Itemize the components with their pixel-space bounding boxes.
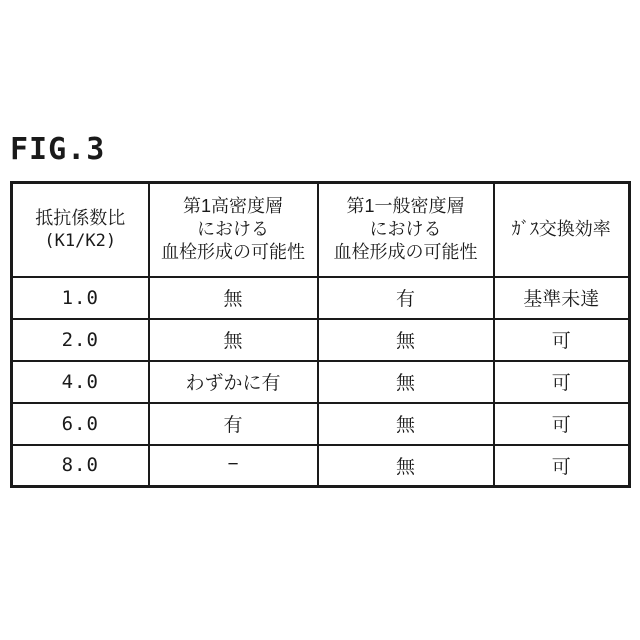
results-table: [10, 181, 631, 488]
cell-k-ratio: 2.0: [12, 319, 149, 361]
cell-general-density: 無: [318, 361, 494, 403]
cell-gas-exchange: 基準未達: [494, 277, 630, 319]
cell-k-ratio: 4.0: [12, 361, 149, 403]
header-line: 第1高密度層: [182, 195, 283, 216]
header-line: 第1一般密度層: [346, 195, 465, 216]
table-row: [12, 403, 630, 445]
cell-high-density: −: [149, 445, 318, 487]
cell-general-density: 無: [318, 319, 494, 361]
cell-high-density: 有: [149, 403, 318, 445]
cell-k-ratio: 8.0: [12, 445, 149, 487]
table-row: [12, 445, 630, 487]
cell-high-density: 無: [149, 277, 318, 319]
col-header-high-density-thrombus: [149, 183, 318, 277]
col-header-resistance-ratio: [12, 183, 149, 277]
cell-gas-exchange: 可: [494, 361, 630, 403]
cell-gas-exchange: 可: [494, 319, 630, 361]
figure-label: FIG.3: [10, 132, 106, 167]
table-row: [12, 277, 630, 319]
header-line: 血栓形成の可能性: [161, 242, 305, 263]
table-header-row: [12, 183, 630, 277]
cell-general-density: 無: [318, 403, 494, 445]
cell-general-density: 有: [318, 277, 494, 319]
cell-high-density: 無: [149, 319, 318, 361]
header-line: 抵抗係数比: [35, 208, 126, 228]
table-row: [12, 361, 630, 403]
col-header-general-density-thrombus: [318, 183, 494, 277]
header-line: (K1/K2): [44, 231, 117, 252]
cell-general-density: 無: [318, 445, 494, 487]
table-row: [12, 319, 630, 361]
cell-k-ratio: 6.0: [12, 403, 149, 445]
cell-gas-exchange: 可: [494, 403, 630, 445]
header-line: 血栓形成の可能性: [333, 242, 478, 263]
col-header-gas-exchange: [494, 183, 630, 277]
header-line: における: [197, 219, 269, 240]
cell-gas-exchange: 可: [494, 445, 630, 487]
cell-high-density: わずかに有: [149, 361, 318, 403]
header-line: における: [369, 219, 442, 240]
header-line: ｶﾞｽ交換効率: [511, 219, 611, 240]
cell-k-ratio: 1.0: [12, 277, 149, 319]
